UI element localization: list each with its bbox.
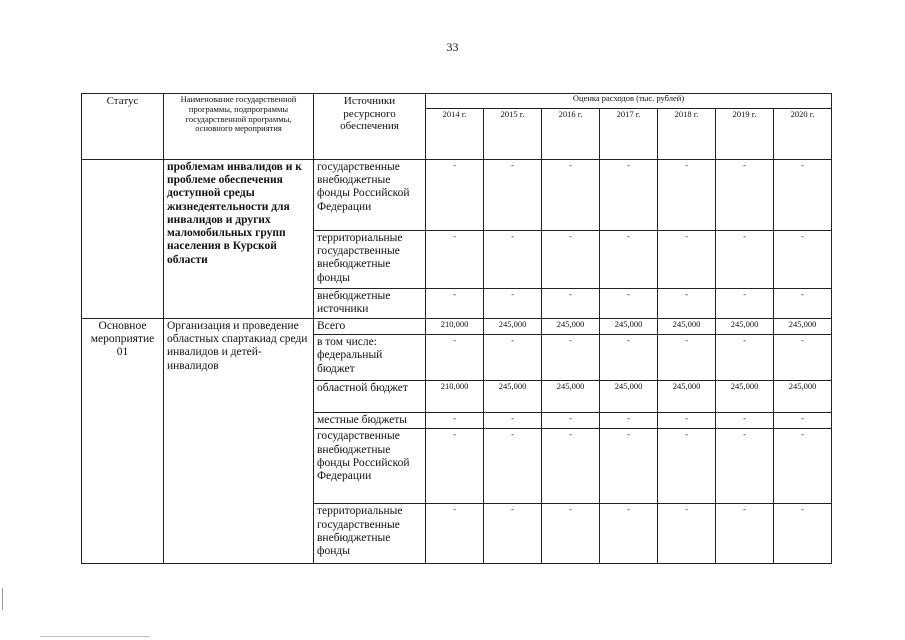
amount-cell: - [600, 429, 658, 504]
amount-cell: 245,000 [716, 381, 774, 413]
amount-cell: 245,000 [542, 381, 600, 413]
amount-cell: - [426, 160, 484, 231]
funding-source-cell: государственные внебюджетные фонды Российской Федерации [314, 160, 426, 231]
amount-cell: 245,000 [716, 319, 774, 335]
amount-cell: - [774, 335, 832, 381]
header-year: 2016 г. [542, 109, 600, 160]
amount-cell: - [484, 335, 542, 381]
amount-cell: - [426, 289, 484, 319]
amount-cell: 245,000 [484, 319, 542, 335]
scan-bottom-mark [40, 636, 150, 637]
amount-cell: - [484, 429, 542, 504]
amount-cell: 245,000 [600, 381, 658, 413]
amount-cell: - [658, 504, 716, 564]
amount-cell: - [658, 413, 716, 429]
header-year: 2014 г. [426, 109, 484, 160]
amount-cell: - [600, 231, 658, 289]
amount-cell: - [600, 335, 658, 381]
amount-cell: - [600, 504, 658, 564]
amount-cell: - [658, 429, 716, 504]
amount-cell: - [484, 413, 542, 429]
amount-cell: 245,000 [774, 319, 832, 335]
amount-cell: - [542, 504, 600, 564]
table-row [82, 319, 832, 335]
program-name-cell: проблемам инвалидов и к проблеме обеспечения доступной среды жизнедеятельности для инвалидов и других маломобильных групп населения в Курской области [164, 160, 314, 319]
amount-cell: - [542, 429, 600, 504]
amount-cell: - [542, 160, 600, 231]
amount-cell: 245,000 [774, 381, 832, 413]
amount-cell: 245,000 [658, 319, 716, 335]
amount-cell: - [600, 413, 658, 429]
amount-cell: 245,000 [658, 381, 716, 413]
status-cell [82, 160, 164, 319]
amount-cell: - [774, 413, 832, 429]
amount-cell: - [484, 160, 542, 231]
header-year: 2018 г. [658, 109, 716, 160]
header-source: Источники ресурсного обеспечения [314, 94, 426, 160]
amount-cell: - [774, 504, 832, 564]
amount-cell: - [716, 504, 774, 564]
amount-cell: 245,000 [484, 381, 542, 413]
amount-cell: - [716, 160, 774, 231]
amount-cell: - [426, 335, 484, 381]
amount-cell: 210,000 [426, 381, 484, 413]
amount-cell: - [774, 160, 832, 231]
amount-cell: - [716, 289, 774, 319]
header-year: 2017 г. [600, 109, 658, 160]
amount-cell: - [716, 429, 774, 504]
amount-cell: - [600, 160, 658, 231]
table-row [82, 160, 832, 231]
amount-cell: - [426, 429, 484, 504]
amount-cell: - [716, 231, 774, 289]
amount-cell: 210,000 [426, 319, 484, 335]
amount-cell: - [484, 504, 542, 564]
header-name: Наименование государственной программы, подпрограммы государственной программы, основного мероприятия [164, 94, 314, 160]
amount-cell: - [426, 504, 484, 564]
amount-cell: 245,000 [600, 319, 658, 335]
header-year: 2019 г. [716, 109, 774, 160]
amount-cell: - [542, 413, 600, 429]
funding-source-cell: в том числе: федеральный бюджет [314, 335, 426, 381]
amount-cell: - [658, 231, 716, 289]
funding-source-cell: Всего [314, 319, 426, 335]
header-year: 2020 г. [774, 109, 832, 160]
amount-cell: - [426, 231, 484, 289]
amount-cell: - [542, 289, 600, 319]
scan-edge-mark [2, 588, 3, 610]
page-number: 33 [446, 40, 459, 54]
amount-cell: - [716, 335, 774, 381]
amount-cell: - [774, 231, 832, 289]
funding-source-cell: территориальные государственные внебюджетные фонды [314, 231, 426, 289]
program-name-cell: Организация и проведение областных спартакиад среди инвалидов и детей-инвалидов [164, 319, 314, 564]
amount-cell: - [600, 289, 658, 319]
header-status: Статус [82, 94, 164, 160]
amount-cell: - [484, 231, 542, 289]
header-year: 2015 г. [484, 109, 542, 160]
amount-cell: - [658, 289, 716, 319]
amount-cell: - [542, 335, 600, 381]
header-estimate: Оценка расходов (тыс. рублей) [426, 94, 832, 109]
funding-source-cell: государственные внебюджетные фонды Российской Федерации [314, 429, 426, 504]
funding-source-cell: территориальные государственные внебюджетные фонды [314, 504, 426, 564]
amount-cell: - [426, 413, 484, 429]
funding-source-cell: местные бюджеты [314, 413, 426, 429]
amount-cell: - [542, 231, 600, 289]
amount-cell: 245,000 [542, 319, 600, 335]
amount-cell: - [484, 289, 542, 319]
amount-cell: - [716, 413, 774, 429]
funding-source-cell: областной бюджет [314, 381, 426, 413]
amount-cell: - [774, 289, 832, 319]
amount-cell: - [658, 335, 716, 381]
budget-table [81, 93, 832, 564]
amount-cell: - [658, 160, 716, 231]
status-cell: Основное мероприятие 01 [82, 319, 164, 564]
funding-source-cell: внебюджетные источники [314, 289, 426, 319]
amount-cell: - [774, 429, 832, 504]
